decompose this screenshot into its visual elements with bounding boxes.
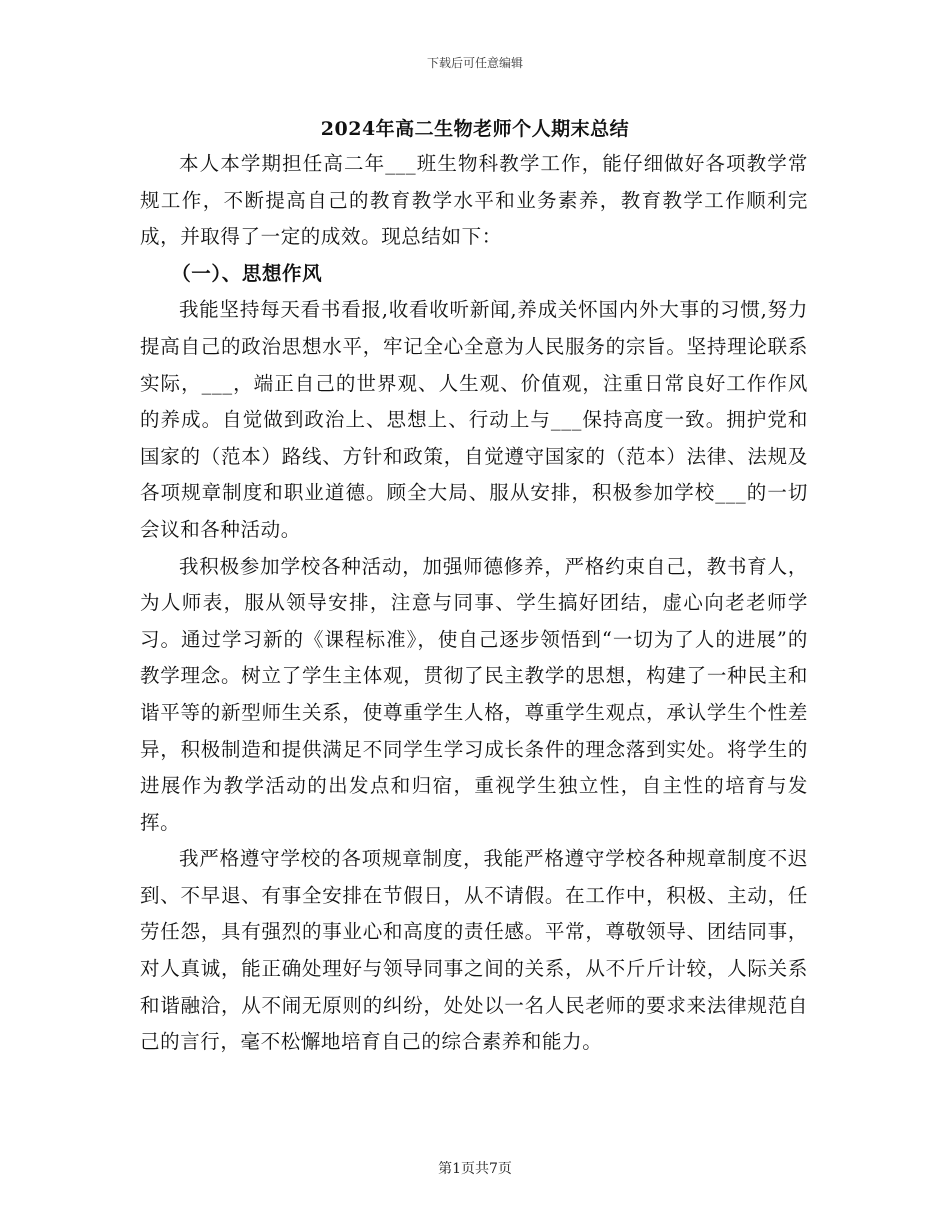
section-heading: （一）、思想作风 [171, 261, 323, 285]
intro-paragraph: 本人本学期担任高二年___班生物科教学工作，能仔细做好各项教学常规工作，不断提高自己的教育教学水平和业务素养，教育教学工作顺利完成，并取得了一定的成效。现总结如下： [140, 152, 808, 249]
body-paragraph-2: 我积极参加学校各种活动，加强师德修养，严格约束自己，教书育人，为人师表，服从领导安排，注意与同事、学生搞好团结，虚心向老老师学习。通过学习新的《课程标准》，使自己逐步领悟到“一切为了人的进展”的教学理念。树立了学生主体观，贯彻了民主教学的思想，构建了一种民主和谐平等的新型师生关系，使尊重学生人格，尊重学生观点，承认学生个性差异，积极制造和提供满足不同学生学习成长条件的理念落到实处。将学生的进展作为教学活动的出发点和归宿，重视学生独立性，自主性的培育与发挥。 [140, 554, 808, 834]
header-note: 下载后可任意编辑 [426, 56, 523, 70]
document-body [140, 146, 808, 1061]
page-number: 第1页共7页 [438, 1161, 512, 1177]
document-title: 2024年高二生物老师个人期末总结 [320, 118, 630, 140]
body-paragraph-3: 我严格遵守学校的各项规章制度，我能严格遵守学校各种规章制度不迟到、不早退、有事全安排在节假日，从不请假。在工作中，积极、主动，任劳任怨，具有强烈的事业心和高度的责任感。平常，尊敬领导、团结同事，对人真诚，能正确处理好与领导同事之间的关系，从不斤斤计较，人际关系和谐融洽，从不闹无原则的纠纷，处处以一名人民老师的要求来法律规范自己的言行，毫不松懈地培育自己的综合素养和能力。 [140, 847, 808, 1054]
body-paragraph-1: 我能坚持每天看书看报,收看收听新闻,养成关怀国内外大事的习惯,努力提高自己的政治思想水平，牢记全心全意为人民服务的宗旨。坚持理论联系实际，___，端正自己的世界观、人生观、价值观，注重日常良好工作作风的养成。自觉做到政治上、思想上、行动上与___保持高度一致。拥护党和国家的（范本）路线、方针和政策，自觉遵守国家的（范本）法律、法规及各项规章制度和职业道德。顾全大局、服从安排，积极参加学校___的一切会议和各种活动。 [140, 298, 808, 541]
